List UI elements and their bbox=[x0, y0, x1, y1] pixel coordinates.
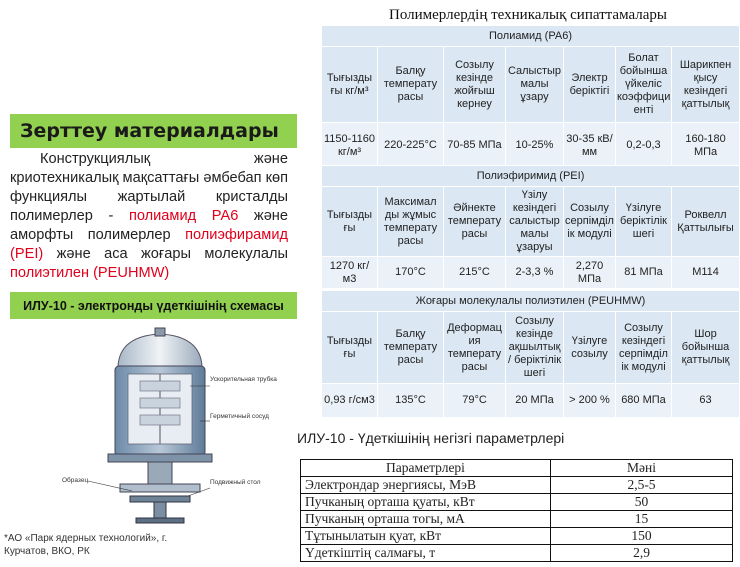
param-value: 50 bbox=[551, 494, 733, 511]
header-cell: Әйнекте температу расы bbox=[444, 187, 506, 257]
label-vessel: Герметичный сосуд bbox=[210, 413, 269, 420]
param-name: Пучканың орташа қуаты, кВт bbox=[301, 494, 551, 511]
band-peuhmw: Жоғары молекулалы полиэтилен (PEUHMW) bbox=[322, 291, 740, 312]
table-row bbox=[301, 477, 733, 494]
diagram-caption: ИЛУ-10 - электронды үдеткішінің схемасы bbox=[10, 292, 297, 319]
header-cell: Созылу кезінде жойғыш кернеу bbox=[444, 47, 506, 123]
value-cell: 79°С bbox=[444, 384, 506, 418]
section-title: Зерттеу материалдары bbox=[10, 114, 297, 148]
param-value: 2,5-5 bbox=[551, 477, 733, 494]
header-cell: Электр беріктігі bbox=[564, 47, 616, 123]
value-cell: 1270 кг/м3 bbox=[322, 257, 378, 289]
label-tube: Ускорительная трубка bbox=[210, 376, 277, 383]
header-cell: Максимал ды жұмыс температу расы bbox=[378, 187, 444, 257]
param-name: Электрондар энергиясы, МэВ bbox=[301, 477, 551, 494]
value-cell: 10-25% bbox=[506, 123, 564, 169]
table-row bbox=[301, 528, 733, 545]
band-pa6: Полиамид (РА6) bbox=[322, 26, 740, 47]
param-value: 150 bbox=[551, 528, 733, 545]
value-cell: 215°С bbox=[444, 257, 506, 289]
band-pei: Полиэфиримид (PEI) bbox=[322, 166, 740, 187]
header-cell: Тығызды ғы bbox=[322, 312, 378, 384]
param-name: Үдеткіштің салмағы, т bbox=[301, 545, 551, 562]
intro-text-1: Конструкциялық және криотехникалық мақсаттағы әмбебап көп функциялы жартылай кристалды полимерлер - bbox=[10, 151, 288, 224]
header-cell: Үзілуге беріктілік шегі bbox=[616, 187, 672, 257]
highlight-pa6: полиамид РА6 bbox=[128, 208, 239, 224]
value-cell: 2-3,3 % bbox=[506, 257, 564, 289]
pa6-table bbox=[321, 25, 740, 169]
label-sample: Образец bbox=[62, 477, 89, 484]
highlight-peuhmw: полиэтилен (PEUHMW) bbox=[10, 265, 170, 281]
value-cell: 1150-1160 кг/м³ bbox=[322, 123, 378, 169]
header-cell: Болат бойынша үйкеліс коэффици енті bbox=[616, 47, 672, 123]
header-cell: Деформац ия температу расы bbox=[444, 312, 506, 384]
param-value: 15 bbox=[551, 511, 733, 528]
value-cell: 0,93 г/см3 bbox=[322, 384, 378, 418]
table-row bbox=[301, 511, 733, 528]
header-cell: Созылу кезіндегі серпімділ ік модулі bbox=[616, 312, 672, 384]
intro-text-2: және аморфты полимерлер bbox=[10, 208, 288, 243]
value-cell: 20 МПа bbox=[506, 384, 564, 418]
intro-paragraph bbox=[10, 150, 288, 283]
value-cell: 0,2-0,3 bbox=[616, 123, 672, 169]
header-cell: Балқу температу расы bbox=[378, 312, 444, 384]
footnote: *АО «Парк ядерных технологий», г. Курчатов, ВКО, РК bbox=[4, 533, 168, 557]
parameters-title: ИЛУ-10 - Үдеткішінің негізгі параметрлері bbox=[297, 430, 565, 446]
value-cell: 81 МПа bbox=[616, 257, 672, 289]
highlight-pei: полиэфирамид (PEI) bbox=[10, 227, 288, 262]
header-cell: Шор бойынша қаттылық bbox=[672, 312, 740, 384]
param-name: Пучканың орташа тогы, мА bbox=[301, 511, 551, 528]
value-cell: 220-225°С bbox=[378, 123, 444, 169]
value-cell: 160-180 МПа bbox=[672, 123, 740, 169]
header-cell: Үзілуге созылу bbox=[564, 312, 616, 384]
header-cell: Тығызды ғы bbox=[322, 187, 378, 257]
param-value: 2,9 bbox=[551, 545, 733, 562]
header-cell: Шарикпен қысу кезіндегі қаттылық bbox=[672, 47, 740, 123]
value-cell: 30-35 кВ/мм bbox=[564, 123, 616, 169]
value-cell: M114 bbox=[672, 257, 740, 289]
header-cell: Үзілу кезіндегі салыстыр малы ұзаруы bbox=[506, 187, 564, 257]
param-header-value: Мәні bbox=[551, 460, 733, 477]
peuhmw-table bbox=[321, 290, 740, 418]
header-cell: Тығызды ғы кг/м³ bbox=[322, 47, 378, 123]
value-cell: 63 bbox=[672, 384, 740, 418]
pei-table bbox=[321, 165, 740, 289]
polymers-title: Полимерлердің техникалық сипаттамалары bbox=[389, 7, 667, 23]
param-name: Тұтынылатын қуат, кВт bbox=[301, 528, 551, 545]
table-row bbox=[301, 545, 733, 562]
header-cell: Роквелл Қаттылығы bbox=[672, 187, 740, 257]
intro-text-3: және аса жоғары молекулалы bbox=[43, 246, 288, 262]
header-cell: Созылу серпімділ ік модулі bbox=[564, 187, 616, 257]
dome-shape bbox=[118, 334, 202, 366]
label-table: Подвижный стол bbox=[210, 479, 261, 486]
header-cell: Салыстыр малы ұзару bbox=[506, 47, 564, 123]
value-cell: 170°С bbox=[378, 257, 444, 289]
header-cell: Созылу кезінде ақшылтық / беріктілік шегі bbox=[506, 312, 564, 384]
header-cell: Балқу температу расы bbox=[378, 47, 444, 123]
value-cell: 135°С bbox=[378, 384, 444, 418]
value-cell: 2,270 МПа bbox=[564, 257, 616, 289]
value-cell: 70-85 МПа bbox=[444, 123, 506, 169]
value-cell: > 200 % bbox=[564, 384, 616, 418]
value-cell: 680 МПа bbox=[616, 384, 672, 418]
parameters-table bbox=[300, 459, 733, 562]
accelerator-diagram bbox=[60, 326, 277, 526]
table-row bbox=[301, 494, 733, 511]
param-header-name: Параметрлері bbox=[301, 460, 551, 477]
